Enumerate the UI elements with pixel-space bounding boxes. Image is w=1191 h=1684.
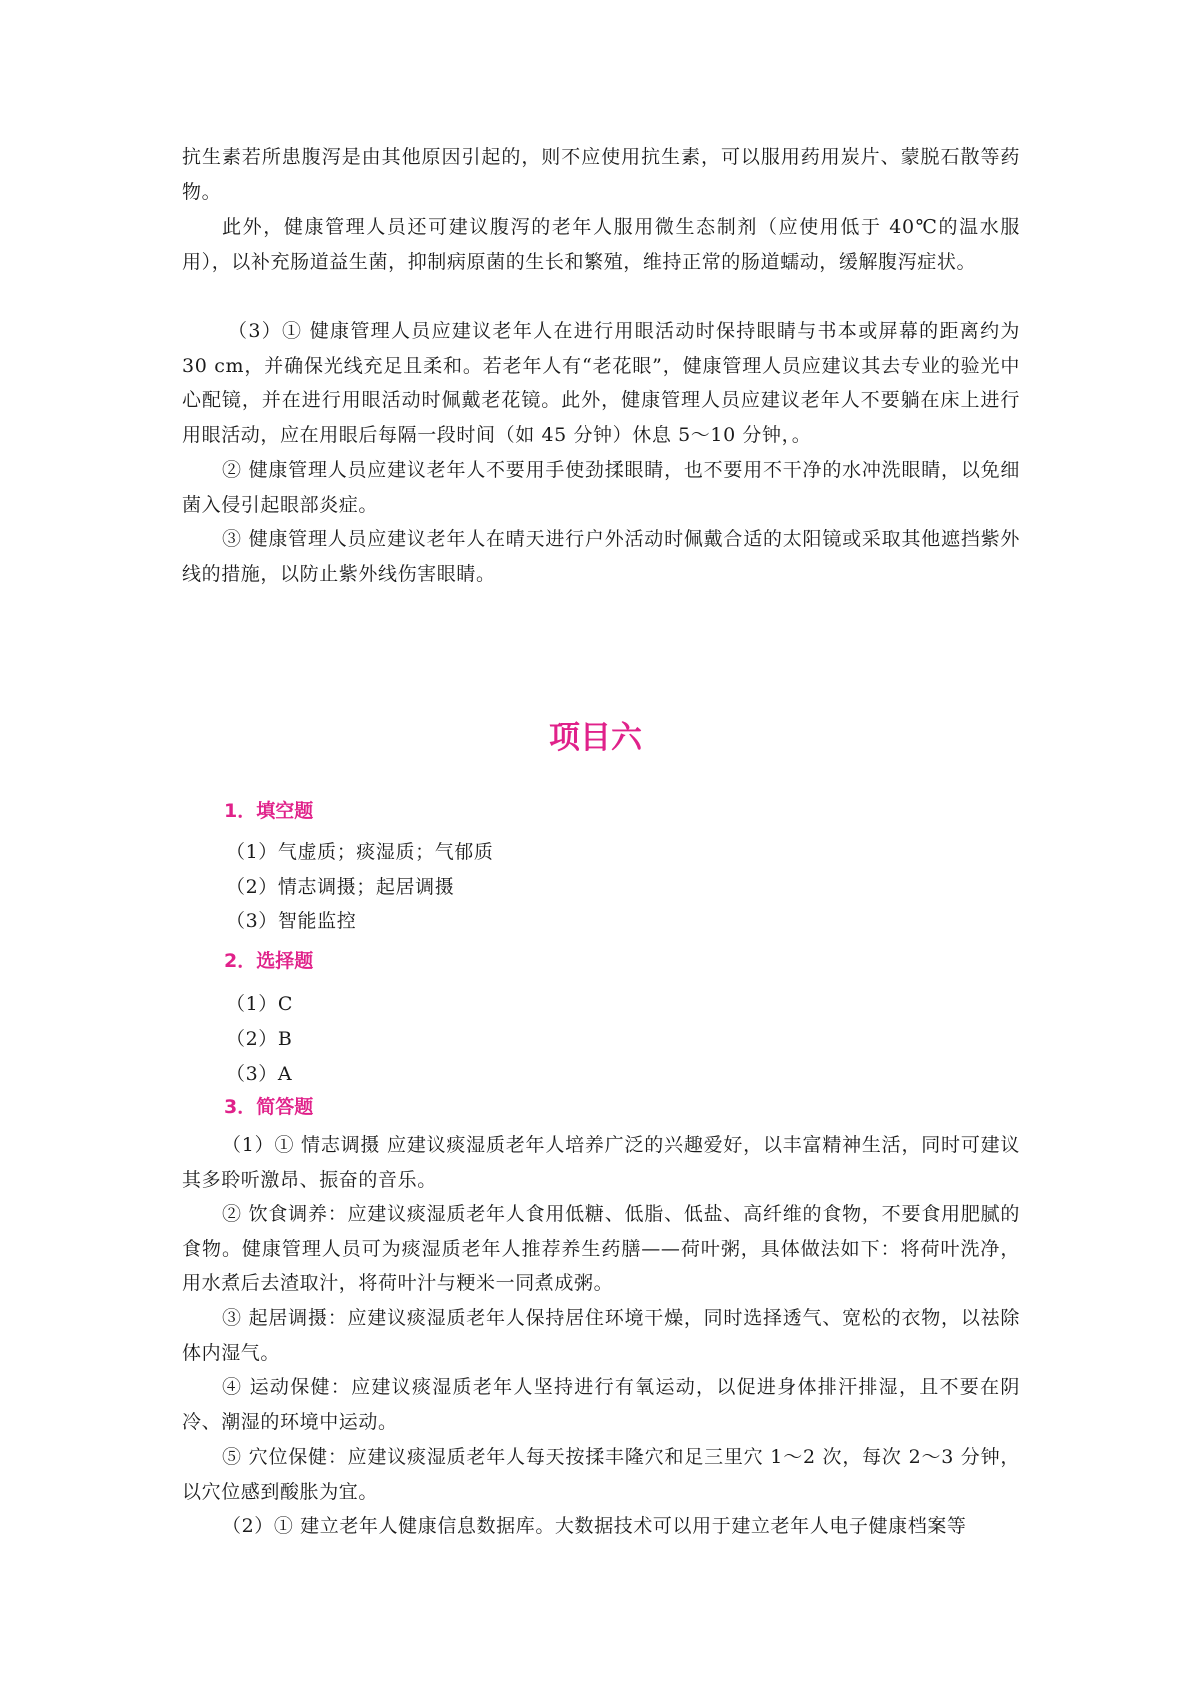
paragraph-eye-care-3: ③ 健康管理人员应建议老年人在晴天进行户外活动时佩戴合适的太阳镜或采取其他遮挡紫外线的措施，以防止紫外线伤害眼睛。	[182, 528, 1020, 585]
fill-in-answer-3: （3）智能监控	[226, 910, 357, 932]
short-answer-5: ⑤ 穴位保健：应建议痰湿质老年人每天按揉丰隆穴和足三里穴 1～2 次，每次 2～3 分钟，以穴位感到酸胀为宜。	[182, 1446, 1020, 1503]
paragraph-eye-care-1: （3）① 健康管理人员应建议老年人在进行用眼活动时保持眼睛与书本或屏幕的距离约为 30 cm，并确保光线充足且柔和。若老年人有“老花眼”，健康管理人员应建议其去专业的验光中心配镜，并在进行用眼活动时佩戴老花镜。此外，健康管理人员应建议老年人不要躺在床上进行用眼活动，应在用眼后每隔一段时间（如 45 分钟）休息 5～10 分钟，。	[182, 320, 1020, 446]
paragraph-probiotics: 此外，健康管理人员还可建议腹泻的老年人服用微生态制剂（应使用低于 40℃的温水服用），以补充肠道益生菌，抑制病原菌的生长和繁殖，维持正常的肠道蠕动，缓解腹泻症状。	[182, 216, 1020, 273]
short-answer-1: （1）① 情志调摄 应建议痰湿质老年人培养广泛的兴趣爱好，以丰富精神生活，同时可建议其多聆听激昂、振奋的音乐。	[182, 1134, 1020, 1191]
fill-in-heading: 1．填空题	[224, 800, 314, 822]
fill-in-answer-1: （1）气虚质；痰湿质；气郁质	[226, 841, 494, 863]
short-answer-4: ④ 运动保健：应建议痰湿质老年人坚持进行有氧运动，以促进身体排汗排湿，且不要在阴冷、潮湿的环境中运动。	[182, 1376, 1020, 1433]
choice-heading: 2．选择题	[224, 950, 314, 972]
fill-in-answer-2: （2）情志调摄；起居调摄	[226, 876, 455, 898]
short-answer-2: ② 饮食调养：应建议痰湿质老年人食用低糖、低脂、低盐、高纤维的食物，不要食用肥腻的食物。健康管理人员可为痰湿质老年人推荐养生药膳——荷叶粥，具体做法如下：将荷叶洗净，用水煮后去渣取汁，将荷叶汁与粳米一同煮成粥。	[182, 1203, 1020, 1294]
choice-answer-3: （3）A	[226, 1063, 293, 1085]
choice-answer-1: （1）C	[226, 993, 294, 1015]
paragraph-antibiotics: 抗生素若所患腹泻是由其他原因引起的，则不应使用抗生素，可以服用药用炭片、蒙脱石散等药物。	[182, 146, 1020, 203]
choice-answer-2: （2）B	[226, 1028, 293, 1050]
short-answer-heading: 3．简答题	[224, 1096, 314, 1118]
short-answer-6: （2）① 建立老年人健康信息数据库。大数据技术可以用于建立老年人电子健康档案等	[222, 1515, 967, 1537]
short-answer-3: ③ 起居调摄：应建议痰湿质老年人保持居住环境干燥，同时选择透气、宽松的衣物，以祛除体内湿气。	[182, 1307, 1020, 1364]
paragraph-eye-care-2: ② 健康管理人员应建议老年人不要用手使劲揉眼睛，也不要用不干净的水冲洗眼睛，以免细菌入侵引起眼部炎症。	[182, 459, 1020, 516]
section-title: 项目六	[549, 720, 642, 756]
